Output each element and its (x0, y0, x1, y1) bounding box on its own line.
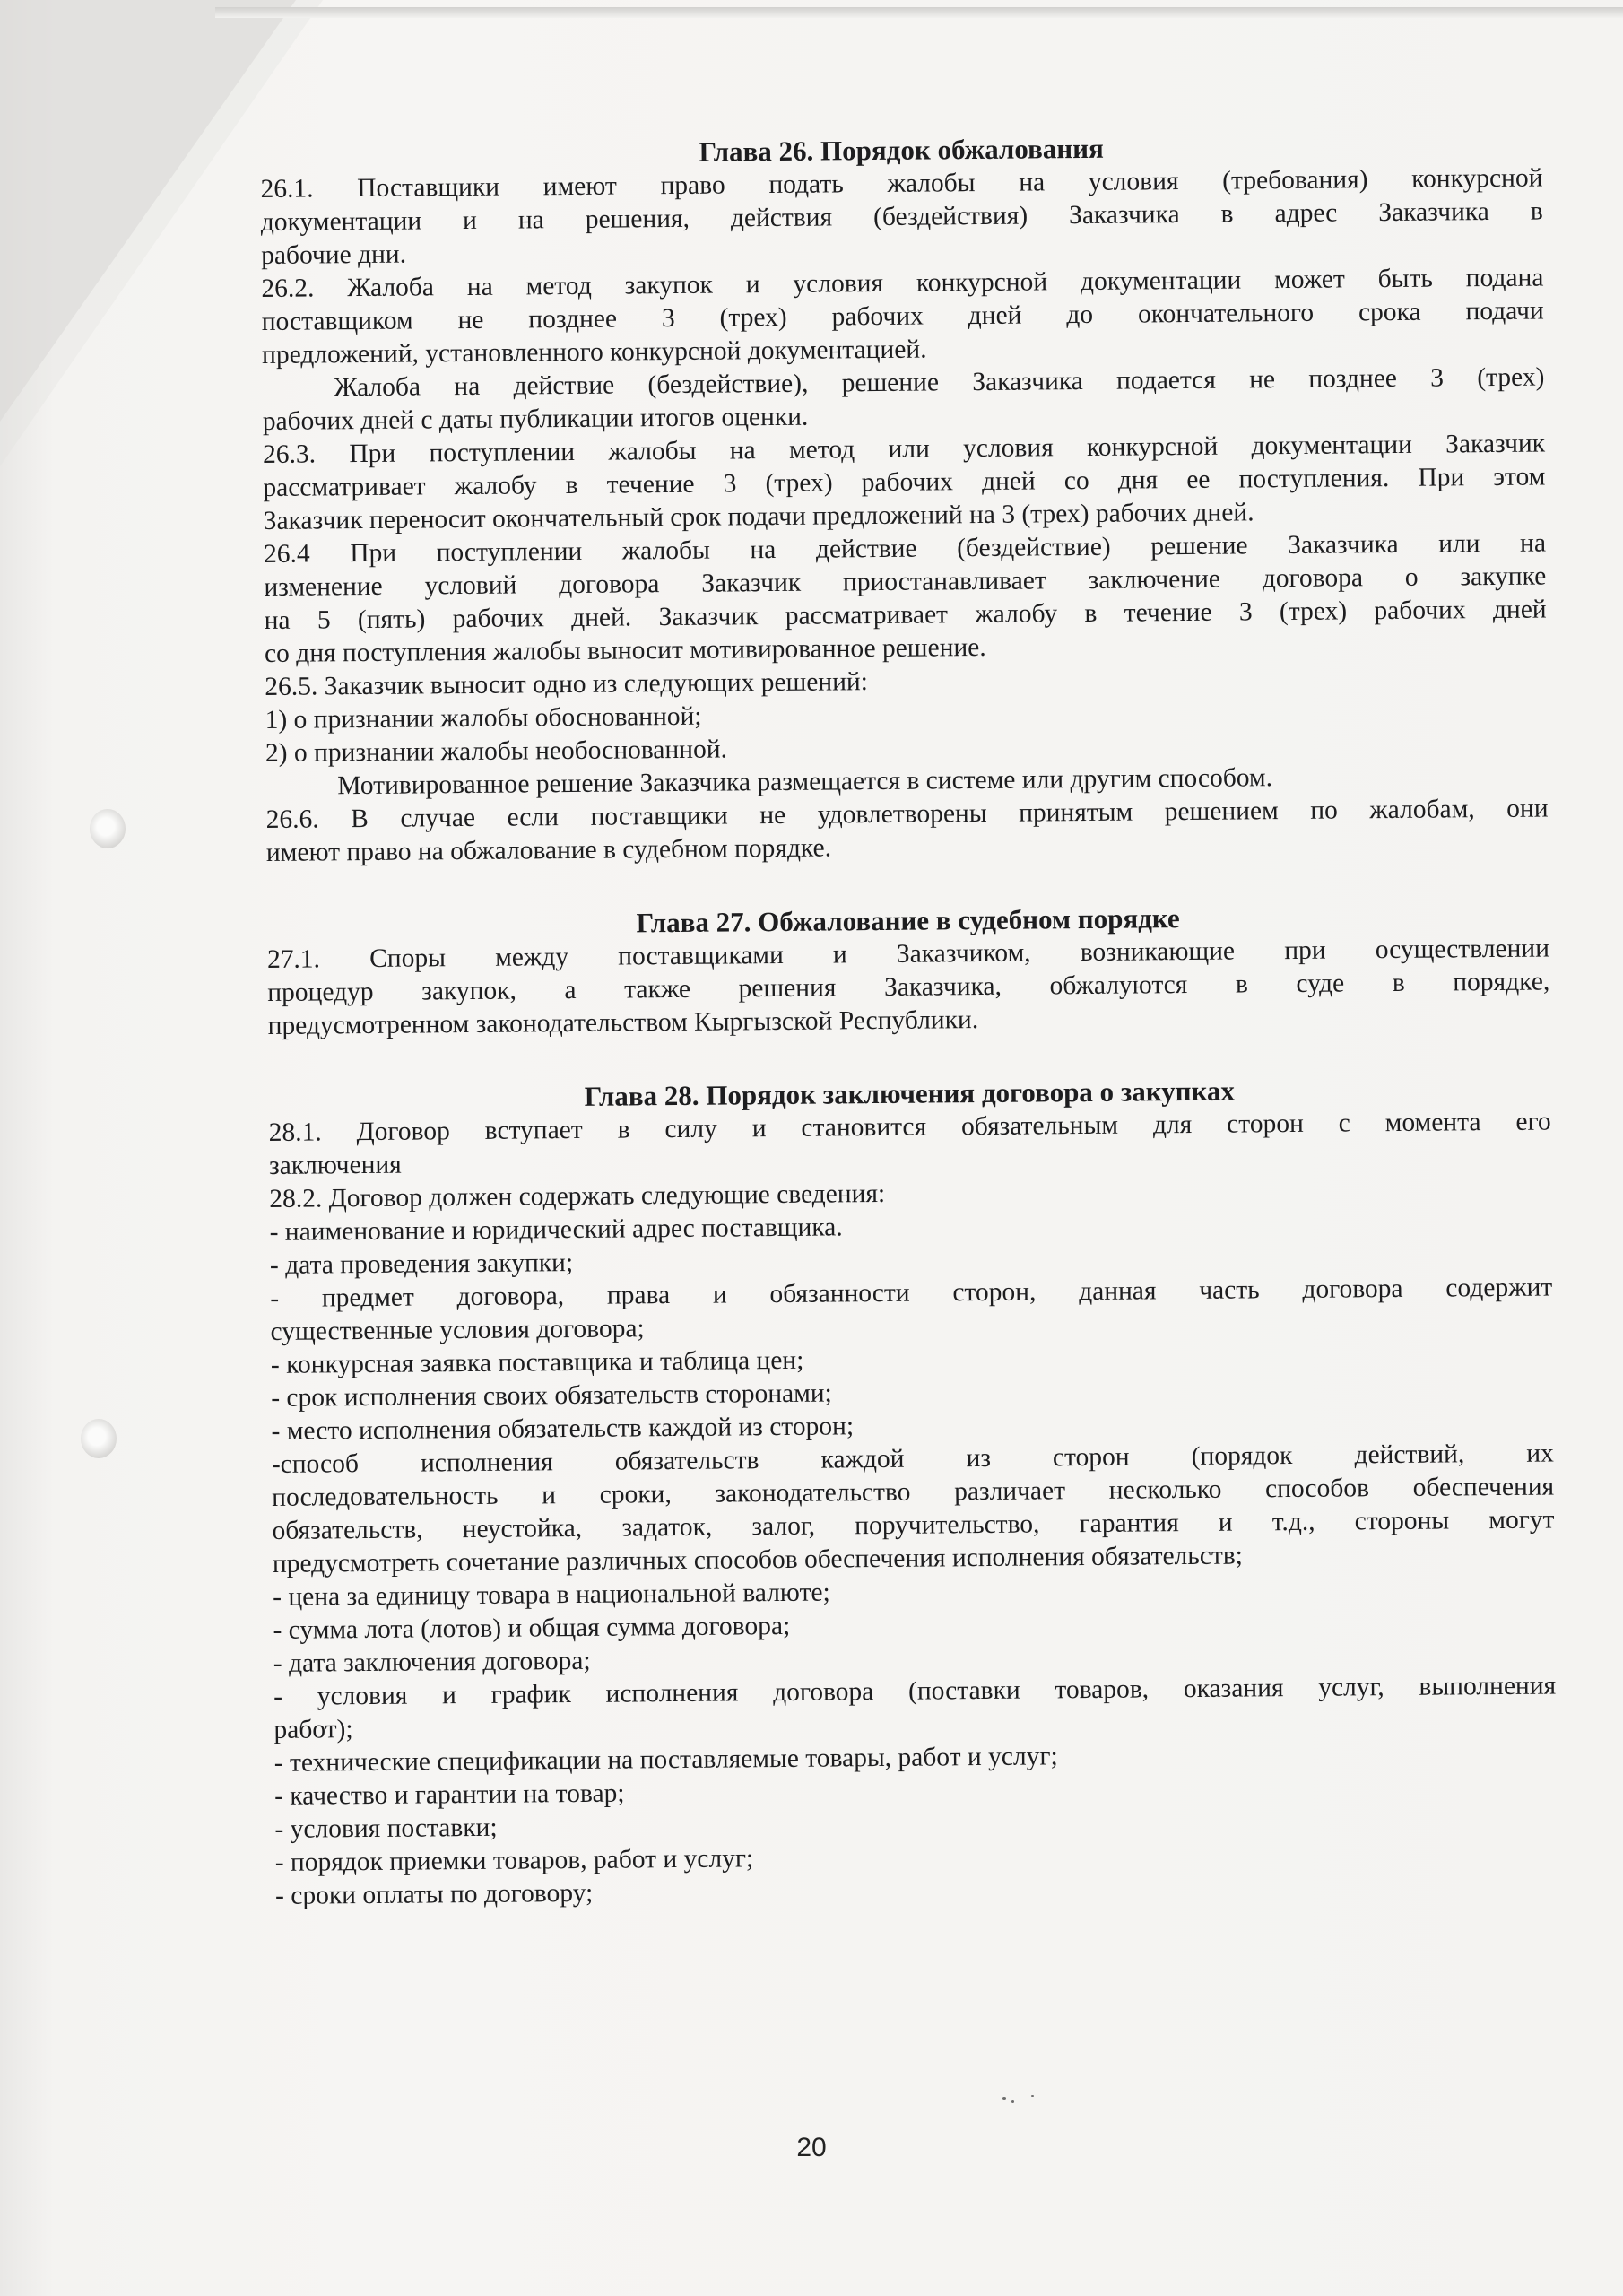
list-item: - дата проведения закупки; (269, 1248, 574, 1280)
paragraph-line: документации и на решения, действия (бездействия) Заказчика в адрес Заказчика в (260, 196, 1543, 237)
list-item: - сумма лота (лотов) и общая сумма договора; (273, 1611, 791, 1645)
list-item: - условия и график исполнения договора (поставки товаров, оказания услуг, выполнения (273, 1671, 1557, 1711)
paragraph-line: Заказчик переносит окончательный срок подачи предложений на 3 (трех) рабочих дней. (263, 498, 1254, 535)
page-number: 20 (796, 2133, 827, 2162)
paragraph-line: 26.3. При поступлении жалобы на метод или условия конкурсной документации Заказчик (262, 429, 1546, 469)
paragraph-line: 26.2. Жалоба на метод закупок и условия конкурсной документации может быть подана (261, 263, 1544, 303)
paragraph-line: Жалоба на действие (бездействие), решение Заказчика подается не позднее 3 (трех) (334, 362, 1545, 403)
scan-speck (1011, 2100, 1014, 2103)
punch-hole (81, 1419, 117, 1458)
paragraph-line: со дня поступления жалобы выносит мотивированное решение. (264, 632, 986, 668)
list-item: - дата заключения договора; (273, 1646, 591, 1678)
paragraph-line: заключения (268, 1150, 402, 1180)
paragraph-line: Мотивированное решение Заказчика размещается в системе или другим способом. (337, 763, 1273, 801)
scan-speck (1002, 2097, 1006, 2100)
paragraph-line: изменение условий договора Заказчик приостанавливает заключение договора о закупке (264, 561, 1547, 602)
paragraph-line: 27.1. Споры между поставщиками и Заказчиком, возникающие при осуществлении (266, 934, 1550, 974)
list-item: - порядок приемки товаров, работ и услуг; (274, 1844, 754, 1877)
scan-speck (1031, 2095, 1034, 2097)
paragraph-line: на 5 (пять) рабочих дней. Заказчик рассматривает жалобу в течение 3 (трех) рабочих дней (264, 595, 1547, 635)
list-item-continuation: работ); (273, 1715, 353, 1744)
chapter-28-title: Глава 28. Порядок заключения договора о закупках (584, 1074, 1236, 1112)
paragraph-line: 28.2. Договор должен содержать следующие сведения: (269, 1178, 886, 1213)
list-item: - конкурсная заявка поставщика и таблица цен; (270, 1345, 804, 1379)
chapter-26-title: Глава 26. Порядок обжалования (699, 132, 1104, 168)
list-item-continuation: последовательность и сроки, законодательство различает несколько способов обеспечения (272, 1472, 1555, 1512)
paragraph-line: имеют право на обжалование в судебном порядке. (265, 833, 832, 867)
list-item-continuation: существенные условия договора; (270, 1314, 645, 1346)
list-item: - сроки оплаты по договору; (274, 1878, 594, 1910)
list-item: -способ исполнения обязательств каждой из сторон (порядок действий, их (271, 1439, 1554, 1479)
list-item: - срок исполнения своих обязательств сторонами; (271, 1378, 832, 1413)
paragraph-line: 26.4 При поступлении жалобы на действие (бездействие) решение Заказчика или на (263, 528, 1547, 569)
paragraph-line: рассматривает жалобу в течение 3 (трех) рабочих дней со дня ее поступления. При этом (263, 462, 1546, 502)
paragraph-line: рабочие дни. (260, 239, 407, 270)
list-item: - условия поставки; (274, 1813, 498, 1844)
paragraph-line: рабочих дней с даты публикации итогов оценки. (262, 402, 809, 436)
paragraph-line: предложений, установленного конкурсной документацией. (261, 335, 927, 370)
list-item: - место исполнения обязательств каждой из сторон; (271, 1412, 855, 1446)
list-item: - предмет договора, права и обязанности сторон, данная часть договора содержит (270, 1273, 1553, 1313)
paragraph-line: поставщиком не позднее 3 (трех) рабочих дней до окончательного срока подачи (261, 296, 1544, 336)
list-item: - качество и гарантии на товар; (273, 1779, 625, 1811)
chapter-27-title: Глава 27. Обжалование в судебном порядке (636, 902, 1180, 939)
page-fold (0, 0, 296, 422)
paragraph-line: предусмотренном законодательством Кыргызской Республики. (267, 1005, 979, 1040)
top-edge-shadow (215, 7, 1623, 18)
list-item: - наименование и юридический адрес поставщика. (269, 1213, 843, 1247)
list-item: 1) о признании жалобы обоснованной; (265, 701, 702, 735)
punch-hole (90, 809, 126, 848)
document-body (260, 128, 1558, 1913)
list-item: 2) о признании жалобы необоснованной. (265, 735, 728, 768)
list-item-continuation: предусмотреть сочетание различных способов обеспечения исполнения обязательств; (272, 1541, 1244, 1578)
list-item: - технические спецификации на поставляемые товары, работ и услуг; (273, 1742, 1058, 1778)
paragraph-line: процедур закупок, а также решения Заказчика, обжалуются в суде в порядке, (267, 967, 1550, 1007)
list-item-continuation: обязательств, неустойка, задаток, залог, поручительство, гарантия и т.д., стороны могут (272, 1505, 1555, 1545)
list-item: - цена за единицу товара в национальной валюте; (273, 1578, 830, 1612)
paragraph-line: 26.1. Поставщики имеют право подать жалобы на условия (требования) конкурсной (260, 163, 1543, 204)
paragraph-line: 28.1. Договор вступает в силу и становится обязательным для сторон с момента его (268, 1107, 1551, 1147)
paragraph-line: 26.5. Заказчик выносит одно из следующих решений: (265, 667, 869, 701)
paragraph-line: 26.6. В случае если поставщики не удовлетворены принятым решением по жалобам, они (265, 794, 1549, 834)
